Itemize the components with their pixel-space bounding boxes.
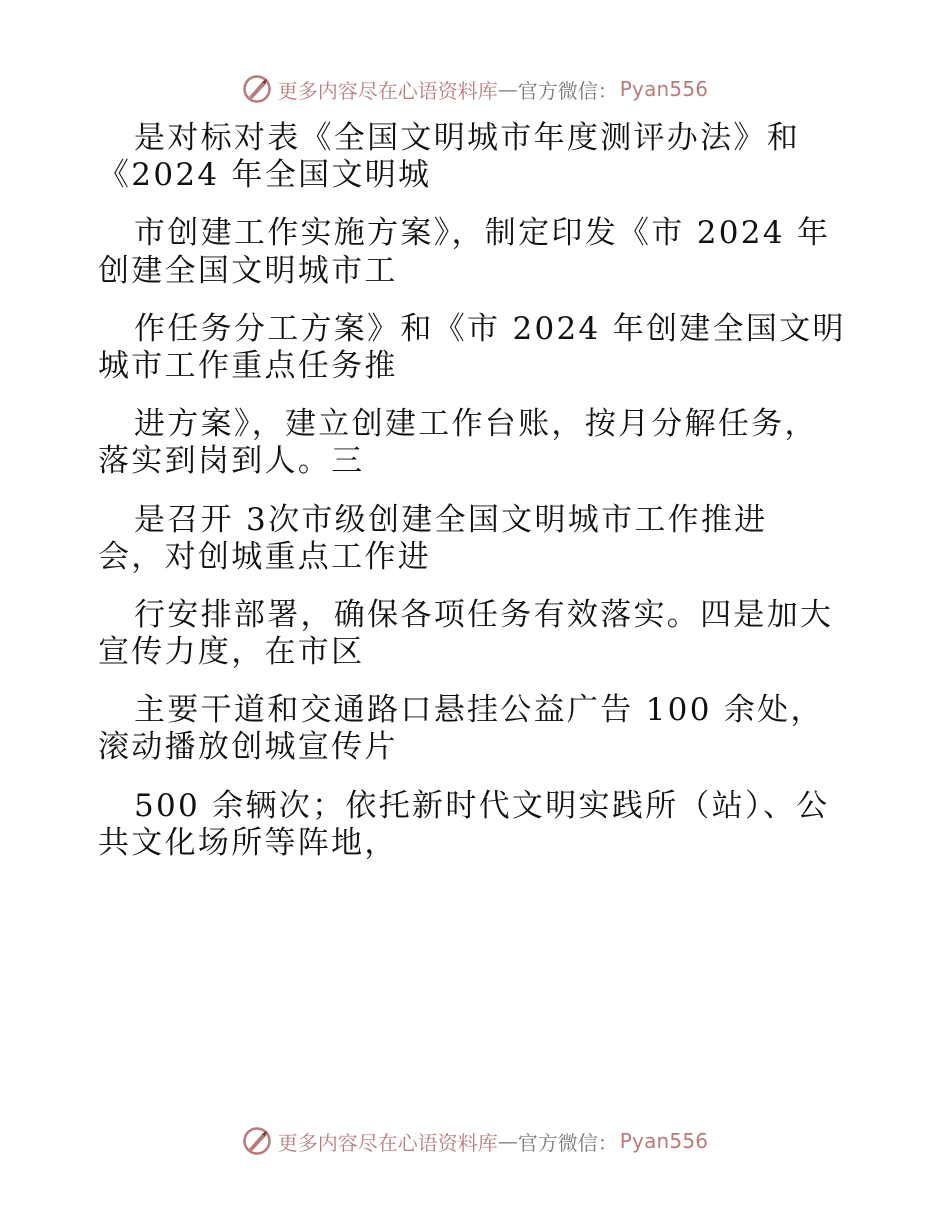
- watermark-dash: —: [497, 77, 518, 101]
- text-line-2: 《2024 年全国文明城: [98, 157, 432, 194]
- watermark-id: Pyan556: [619, 1129, 709, 1153]
- text-line-11: 行安排部署，确保各项任务有效落实。四是加大: [134, 596, 834, 633]
- text-line-13: 主要干道和交通路口悬挂公益广告 100 余处，: [134, 692, 824, 729]
- text-line-7: 进方案》，建立创建工作台账，按月分解任务，: [134, 406, 818, 443]
- text-line-3: 市创建工作实施方案》，制定印发《市 2024 年: [134, 215, 831, 252]
- pen-logo-icon: [242, 1126, 272, 1156]
- text-line-9: 是召开 3次市级创建全国文明城市工作推进: [134, 501, 768, 538]
- header-watermark: [0, 72, 950, 106]
- watermark-main-text: 更多内容尽在心语资料库: [277, 1130, 498, 1155]
- text-line-6: 城市工作重点任务推: [98, 347, 398, 384]
- text-line-16: 共文化场所等阵地，: [98, 824, 398, 861]
- document-body: [98, 120, 858, 862]
- watermark-id: Pyan556: [619, 77, 709, 101]
- text-line-15: 500 余辆次；依托新时代文明实践所（站）、公: [134, 787, 830, 824]
- text-line-4: 创建全国文明城市工: [98, 252, 398, 289]
- text-line-1: 是对标对表《全国文明城市年度测评办法》和: [134, 120, 800, 156]
- watermark-main-text: 更多内容尽在心语资料库: [277, 78, 498, 103]
- text-line-8: 落实到岗到人。三: [98, 443, 365, 480]
- pen-logo-icon: [242, 74, 272, 104]
- footer-watermark: [0, 1124, 950, 1158]
- watermark-dash: —: [497, 1129, 518, 1153]
- text-line-12: 宣传力度，在市区: [98, 634, 365, 671]
- text-line-14: 滚动播放创城宣传片: [98, 729, 398, 766]
- watermark-mid-text: 官方微信：: [517, 1130, 618, 1155]
- text-line-5: 作任务分工方案》和《市 2024 年创建全国文明: [134, 310, 846, 347]
- watermark-mid-text: 官方微信：: [517, 78, 618, 103]
- text-line-10: 会，对创城重点工作进: [98, 538, 431, 575]
